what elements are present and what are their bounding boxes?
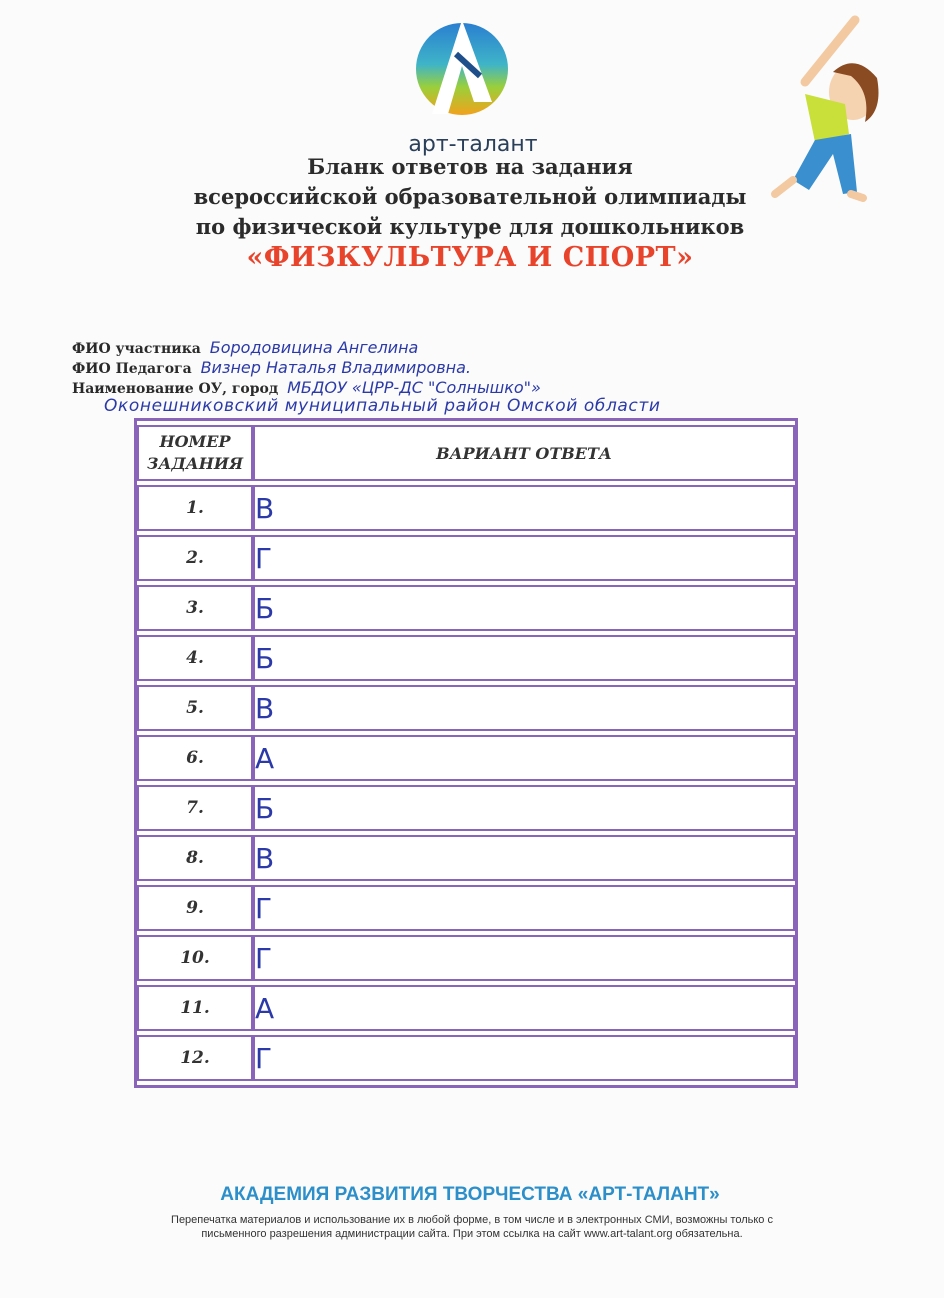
org-value-line2: Оконешниковский муниципальный район Омской области: [104, 396, 661, 416]
task-number: 2.: [137, 535, 253, 581]
participant-line: [72, 338, 418, 357]
title-line-2: всероссийской образовательной олимпиады: [193, 184, 747, 209]
footer-note-line2: письменного разрешения администрации сайта. При этом ссылка на сайт www.art-talant.org обязательна.: [201, 1228, 743, 1240]
answer-cell: Г: [253, 1035, 795, 1081]
table-row: [137, 885, 795, 931]
header-num-line2: ЗАДАНИЯ: [146, 454, 244, 473]
answer-cell: Г: [253, 885, 795, 931]
answer-cell: Б: [253, 785, 795, 831]
table-row: [137, 635, 795, 681]
answer-cell: Б: [253, 635, 795, 681]
participant-value: Бородовицина Ангелина: [209, 338, 419, 357]
table-row: [137, 735, 795, 781]
answer-cell: В: [253, 835, 795, 881]
table-row: [137, 935, 795, 981]
title-line-1: Бланк ответов на задания: [307, 154, 633, 179]
table-row: [137, 685, 795, 731]
participant-label: ФИО участника: [72, 341, 201, 357]
task-number: 8.: [137, 835, 253, 881]
teacher-line: [72, 358, 471, 377]
brand-name: арт-талант: [408, 132, 538, 157]
org-value: МБДОУ «ЦРР-ДС "Солнышко"»: [287, 378, 541, 397]
table-row: [137, 835, 795, 881]
answers-table: [134, 418, 798, 1088]
table-row: [137, 585, 795, 631]
teacher-value: Визнер Наталья Владимировна.: [200, 358, 471, 377]
task-number: 11.: [137, 985, 253, 1031]
answer-cell: Г: [253, 535, 795, 581]
table-header-row: [137, 425, 795, 481]
footer-title: АКАДЕМИЯ РАЗВИТИЯ ТВОРЧЕСТВА «АРТ-ТАЛАНТ»: [220, 1184, 720, 1205]
art-talant-logo: [412, 14, 512, 124]
task-number: 6.: [137, 735, 253, 781]
answer-cell: Г: [253, 935, 795, 981]
table-row: [137, 535, 795, 581]
footer-note: [100, 1213, 844, 1241]
answer-cell: В: [253, 685, 795, 731]
task-number: 5.: [137, 685, 253, 731]
table-row: [137, 1035, 795, 1081]
olympiad-name: «ФИЗКУЛЬТУРА И СПОРТ»: [246, 242, 694, 273]
task-number: 9.: [137, 885, 253, 931]
header-task-number: [137, 425, 253, 481]
task-number: 7.: [137, 785, 253, 831]
header-answer: ВАРИАНТ ОТВЕТА: [253, 425, 795, 481]
form-title: [150, 152, 790, 242]
answer-cell: Б: [253, 585, 795, 631]
answer-cell: В: [253, 485, 795, 531]
header-num-line1: НОМЕР: [159, 432, 231, 451]
task-number: 4.: [137, 635, 253, 681]
title-line-3: по физической культуре для дошкольников: [195, 214, 745, 239]
answer-cell: А: [253, 735, 795, 781]
task-number: 1.: [137, 485, 253, 531]
teacher-label: ФИО Педагога: [72, 361, 192, 377]
table-row: [137, 985, 795, 1031]
org-label: Наименование ОУ, город: [72, 381, 279, 397]
table-row: [137, 785, 795, 831]
task-number: 3.: [137, 585, 253, 631]
task-number: 12.: [137, 1035, 253, 1081]
table-row: [137, 485, 795, 531]
org-line: [72, 378, 541, 397]
footer-note-line1: Перепечатка материалов и использование их в любой форме, в том числе и в электронных СМИ, возможны только с: [171, 1214, 773, 1226]
task-number: 10.: [137, 935, 253, 981]
answer-cell: А: [253, 985, 795, 1031]
